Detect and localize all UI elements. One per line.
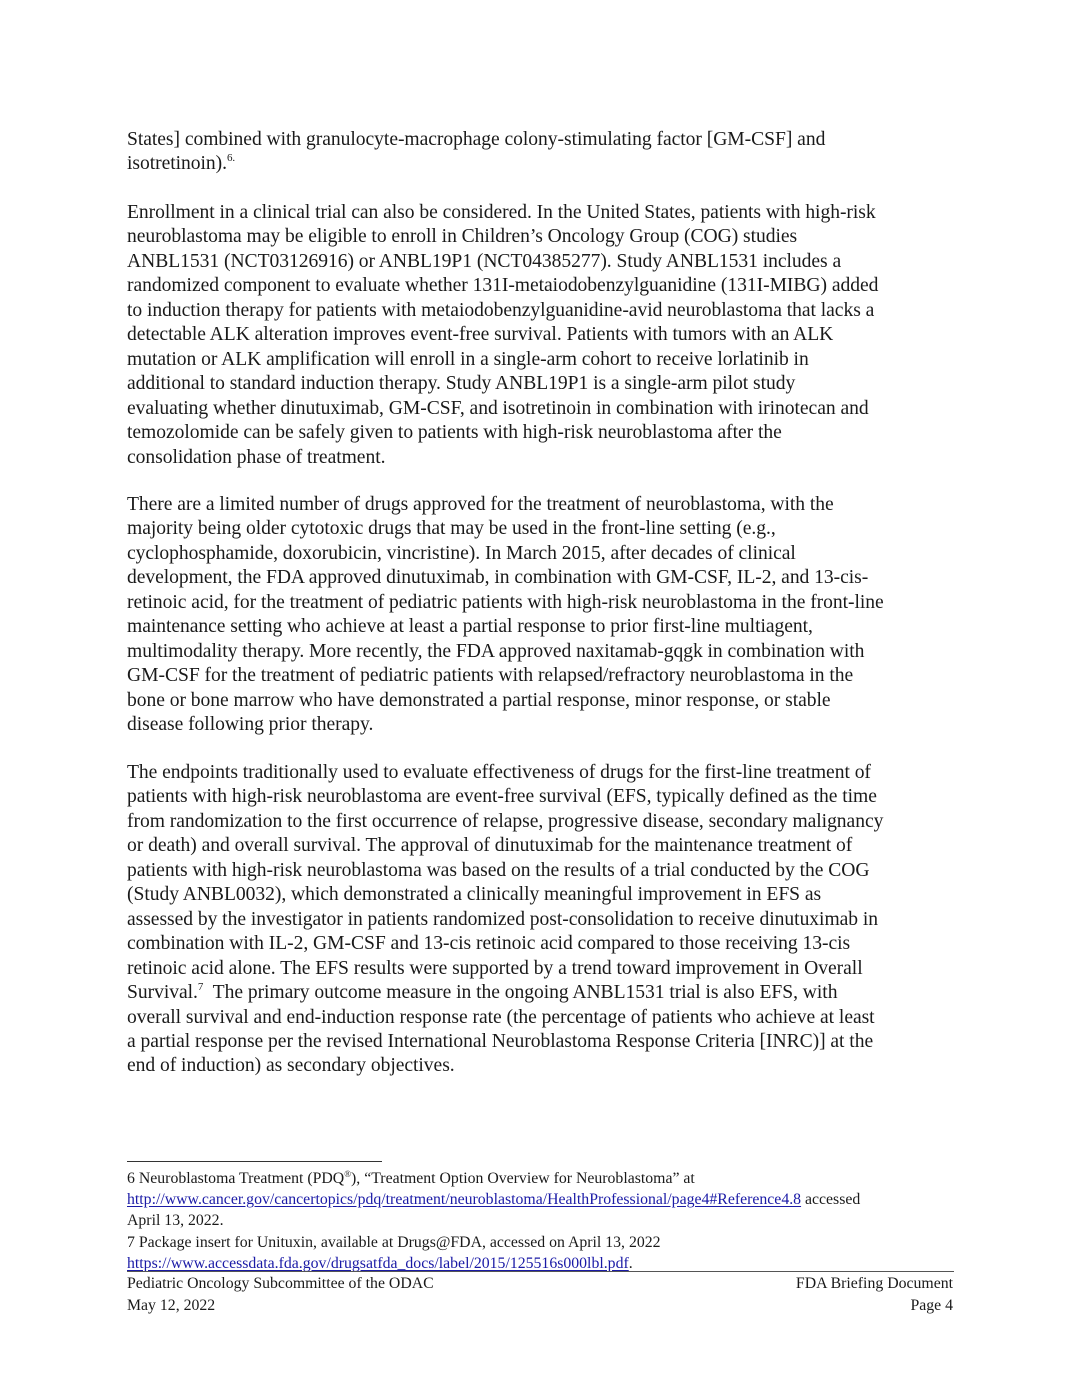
footer-separator [127,1271,954,1272]
text-line: ANBL1531 (NCT03126916) or ANBL19P1 (NCT04385277). Study ANBL1531 includes a [127,250,842,272]
paragraph-3 [127,493,957,738]
text-line: multimodality therapy. More recently, the FDA approved naxitamab-gqgk in combination with [127,640,865,662]
text-line: or death) and overall survival. The approval of dinutuximab for the maintenance treatment of [127,835,853,857]
text-line: retinoic acid, for the treatment of pediatric patients with high-risk neuroblastoma in the front-line [127,591,884,613]
footer-left [127,1273,434,1316]
text-line: randomized component to evaluate whether 131I-metaiodobenzylguanidine (131I-MIBG) added [127,275,879,297]
text-segment: The primary outcome measure in the ongoing ANBL1531 trial is also EFS, with [203,982,838,1004]
footer-date: May 12, 2022 [127,1296,216,1314]
footer-committee: Pediatric Oncology Subcommittee of the ODAC [127,1275,434,1292]
text-line: bone or bone marrow who have demonstrated a partial response, minor response, or stable [127,689,831,711]
footnote-number: 6 [127,1170,135,1187]
text-line: patients with high-risk neuroblastoma are event-free survival (EFS, typically defined as the time [127,786,877,808]
text-line [127,981,957,1005]
page-number: Page 4 [910,1296,953,1314]
text-line: end of induction) as secondary objectives. [127,1055,455,1077]
text-line: neuroblastoma may be eligible to enroll in Children’s Oncology Group (COG) studies [127,226,798,248]
footnote-ref-6[interactable]: 6. [226,152,236,165]
text-line: (Study ANBL0032), which demonstrated a clinically meaningful improvement in EFS as [127,884,822,906]
text-segment: Survival. [127,982,198,1004]
text-line: retinoic acid alone. The EFS results were supported by a trend toward improvement in Overall [127,957,863,979]
text-line: cyclophosphamide, doxorubicin, vincristine). In March 2015, after decades of clinical [127,542,796,564]
text-line: combination with IL-2, GM-CSF and 13-cis retinoic acid compared to those receiving 13-cis [127,933,851,955]
footnote-text: ), “Treatment Option Overview for Neuroblastoma” at [351,1170,695,1187]
footnote-number: 7 [127,1233,135,1251]
text-line: There are a limited number of drugs approved for the treatment of neuroblastoma, with the [127,494,834,515]
text-line: majority being older cytotoxic drugs that may be used in the front-line setting (e.g., [127,518,776,540]
paragraph-1 [127,128,957,177]
text-line: detectable ALK alteration improves event-free survival. Patients with tumors with an ALK [127,324,834,346]
footnote-7-link[interactable]: https://www.accessdata.fda.gov/drugsatfda_docs/label/2015/125516s000lbl.pdf [127,1254,629,1272]
footnote-text: Package insert for Unituxin, available at Drugs@FDA, accessed on April 13, 2022 [138,1233,661,1251]
footnote-text: accessed [801,1191,861,1209]
footnote-text: . [628,1254,633,1272]
text-line: evaluating whether dinutuximab, GM-CSF, and isotretinoin in combination with irinotecan and [127,397,869,419]
footnote-line [127,1168,957,1189]
text-line: assessed by the investigator in patients randomized post-consolidation to receive dinutuximab in [127,908,879,930]
footnote-7 [127,1232,957,1274]
footnote-ref-7[interactable]: 7 [197,981,204,994]
text-segment: isotretinoin). [127,153,227,175]
text-line: disease following prior therapy. [127,714,374,736]
footer-doc-type: FDA Briefing Document [795,1275,953,1292]
text-line: a partial response per the revised International Neuroblastoma Response Criteria [INRC)] at the [127,1030,874,1052]
registered-mark: ® [344,1169,352,1179]
footnote-line [127,1189,957,1210]
text-line: patients with high-risk neuroblastoma was based on the results of a trial conducted by the COG [127,859,870,881]
text-line: GM-CSF for the treatment of pediatric patients with relapsed/refractory neuroblastoma in the [127,665,854,687]
text-line: from randomization to the first occurrence of relapse, progressive disease, secondary malignancy [127,810,884,832]
text-line [127,152,957,176]
footnote-line [127,1232,957,1253]
text-line: consolidation phase of treatment. [127,446,386,468]
footnote-6-link[interactable]: http://www.cancer.gov/cancertopics/pdq/treatment/neuroblastoma/HealthProfessional/page4#Reference4.8 [127,1191,802,1209]
text-line: The endpoints traditionally used to evaluate effectiveness of drugs for the first-line treatment of [127,762,871,783]
text-line: Enrollment in a clinical trial can also be considered. In the United States, patients with high-risk [127,202,876,223]
footnote-6 [127,1168,957,1232]
text-line: maintenance setting who achieve at least a partial response to prior first-line multiagent, [127,616,813,638]
text-line: overall survival and end-induction response rate (the percentage of patients who achieve at least [127,1006,875,1028]
footnote-text: Neuroblastoma Treatment (PDQ [138,1170,345,1187]
text-line: States] combined with granulocyte-macrophage colony-stimulating factor [GM-CSF] and [127,129,826,150]
footer-right [796,1273,953,1316]
paragraph-4 [127,761,957,1079]
footnote-line: April 13, 2022. [127,1212,224,1230]
text-line: development, the FDA approved dinutuximab, in combination with GM-CSF, IL-2, and 13-cis- [127,567,869,589]
text-line: additional to standard induction therapy. Study ANBL19P1 is a single-arm pilot study [127,373,796,395]
footnotes [127,1168,957,1274]
text-line: to induction therapy for patients with metaiodobenzylguanidine-avid neuroblastoma that lacks a [127,299,875,321]
paragraph-2 [127,201,957,470]
text-line: temozolomide can be safely given to patients with high-risk neuroblastoma after the [127,422,782,444]
footnote-separator [127,1161,382,1162]
text-line: mutation or ALK amplification will enroll in a single-arm cohort to receive lorlatinib in [127,348,809,370]
